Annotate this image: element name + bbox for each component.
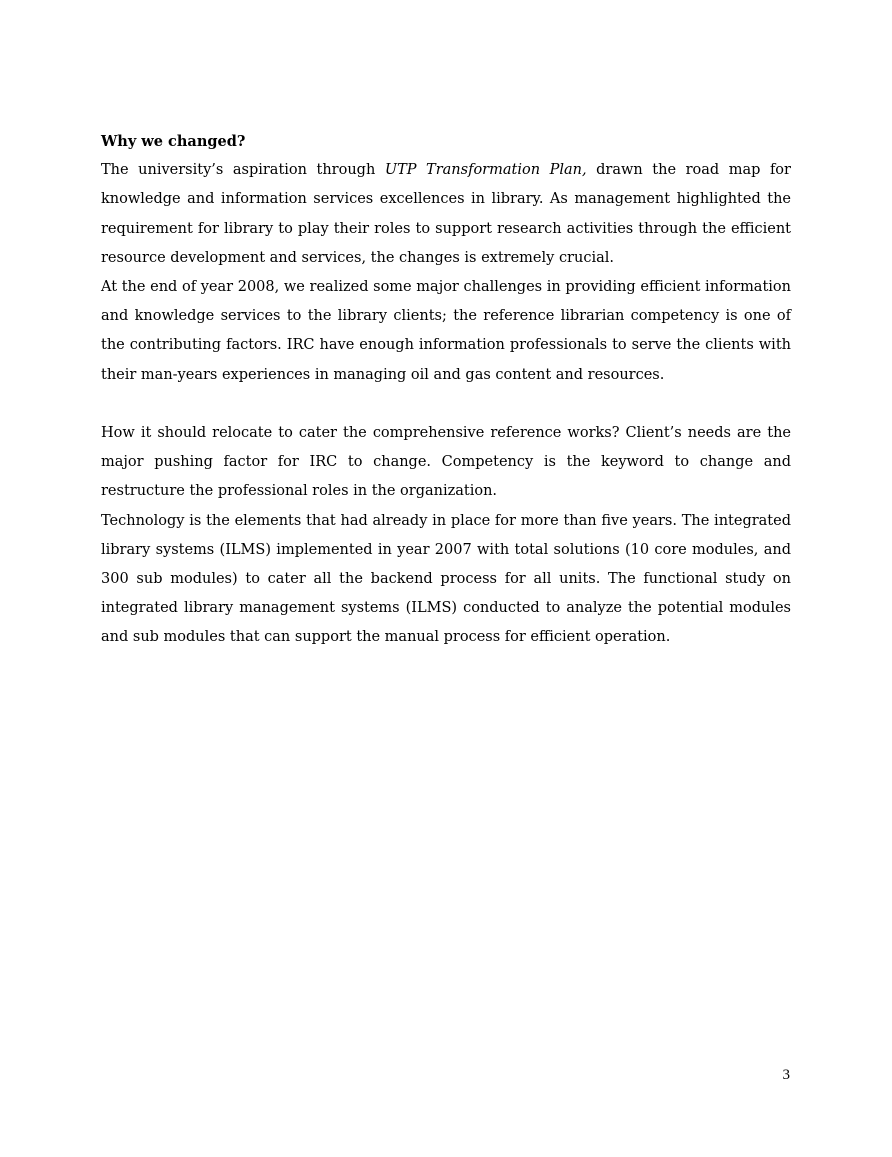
paragraph-why-changed: [101, 156, 791, 273]
paragraph-technology: Technology is the elements that had already in place for more than five years. The integrated library systems (ILMS) implemented in year 2007 with total solutions (10 core modules, and 300 sub modules) to cater all the backend process for all units. The functional study on integrated library management systems (ILMS) conducted to analyze the potential modules and sub modules that can support the manual process for efficient operation.: [101, 512, 791, 646]
paragraph-text: drawn the road map for knowledge and information services excellences in library. As management highlighted the requirement for library to play their roles to support research activities through the efficient resource development and services, the changes is extremely crucial.: [101, 162, 791, 266]
page-number: 3: [782, 1067, 790, 1083]
paragraph-text: The university’s aspiration through: [101, 162, 385, 179]
paragraph-gap: [101, 390, 791, 419]
document-body: [101, 127, 791, 653]
paragraph-challenges: At the end of year 2008, we realized some major challenges in providing efficient information and knowledge services to the library clients; the reference librarian competency is one of the contributing factors. IRC have enough information professionals to serve the clients with their man-years experiences in managing oil and gas content and resources.: [101, 279, 791, 383]
section-heading: Why we changed?: [101, 133, 246, 150]
paragraph-relocate: How it should relocate to cater the comprehensive reference works? Client’s needs are the major pushing factor for IRC to change. Competency is the keyword to change and restructure the professional roles in the organization.: [101, 425, 791, 500]
plan-title: UTP Transformation Plan,: [384, 162, 587, 179]
